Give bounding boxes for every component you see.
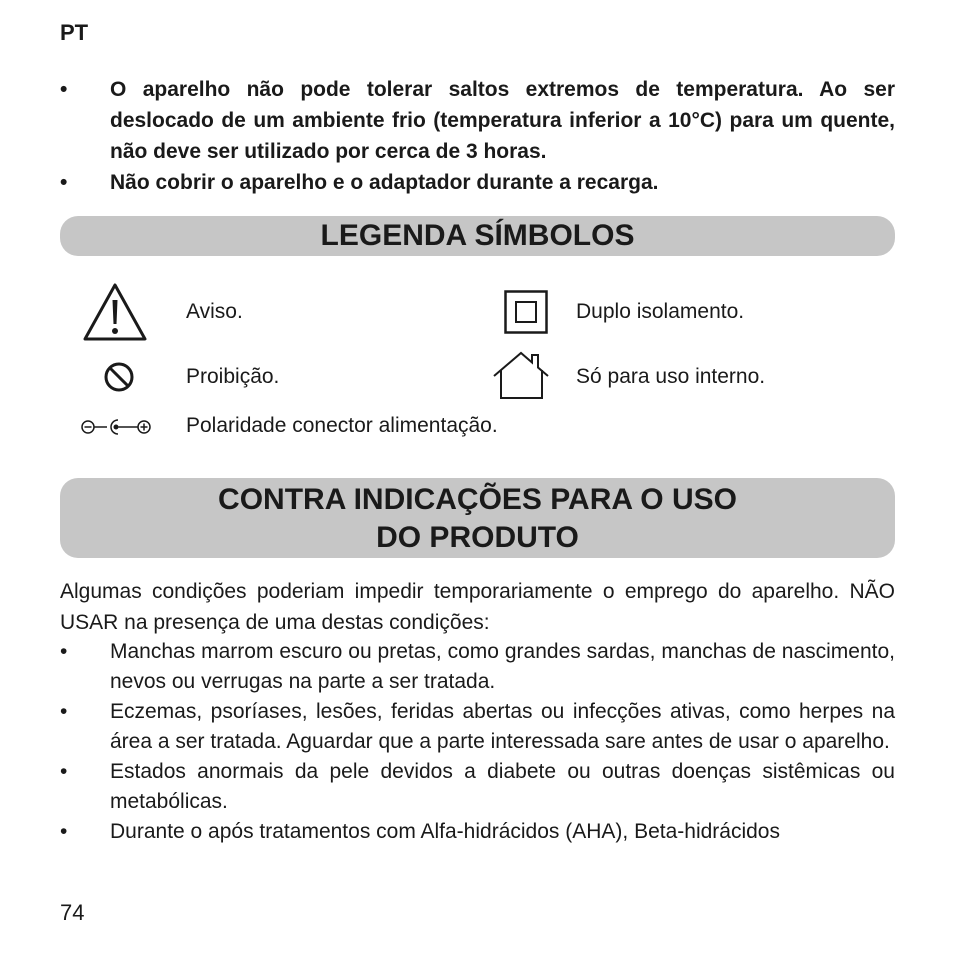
contra-indications-list bbox=[60, 637, 895, 847]
symbol-label-warning: Aviso. bbox=[186, 300, 243, 323]
symbols-section-title: LEGENDA SÍMBOLOS bbox=[60, 216, 895, 256]
contra-intro-paragraph: Algumas condições poderiam impedir temporariamente o emprego do aparelho. NÃO USAR na presença de uma destas condições: bbox=[60, 580, 895, 634]
list-item: • Estados anormais da pele devidos a diabete ou outras doenças sistêmicas ou metabólicas. bbox=[60, 757, 895, 817]
symbol-label-double-insulation: Duplo isolamento. bbox=[576, 300, 745, 323]
list-item: • Não cobrir o aparelho e o adaptador durante a recarga. bbox=[60, 167, 895, 198]
list-item: • Manchas marrom escuro ou pretas, como grandes sardas, manchas de nascimento, nevos ou verrugas na parte a ser tratada. bbox=[60, 637, 895, 697]
indoor-use-house-icon bbox=[492, 350, 550, 400]
list-item: • Eczemas, psoríases, lesões, feridas abertas ou infecções ativas, como herpes na área a ser tratada. Aguardar que a parte interessada sare antes de usar o aparelho. bbox=[60, 697, 895, 757]
language-code: PT bbox=[60, 20, 89, 45]
page-number: 74 bbox=[60, 900, 85, 925]
list-item: • O aparelho não pode tolerar saltos extremos de temperatura. Ao ser deslocado de um ambiente frio (temperatura inferior a 10°C) para um quente, não deve ser utilizado por cerca de 3 horas. bbox=[60, 74, 895, 167]
section-title-line1: CONTRA INDICAÇÕES PARA O USO bbox=[218, 483, 737, 516]
prohibition-icon bbox=[103, 361, 135, 393]
symbol-label-polarity: Polaridade conector alimentação. bbox=[186, 414, 498, 437]
warning-list bbox=[60, 74, 895, 198]
symbol-label-indoor-use: Só para uso interno. bbox=[576, 365, 766, 388]
contra-indications-section-title bbox=[60, 478, 895, 558]
list-item: • Durante o após tratamentos com Alfa-hidrácidos (AHA), Beta-hidrácidos bbox=[60, 817, 895, 847]
symbol-label-prohibition: Proibição. bbox=[186, 365, 280, 388]
polarity-connector-icon bbox=[80, 416, 152, 438]
section-title-line2: DO PRODUTO bbox=[376, 521, 579, 554]
double-insulation-icon bbox=[504, 290, 548, 334]
warning-triangle-icon bbox=[82, 282, 148, 342]
